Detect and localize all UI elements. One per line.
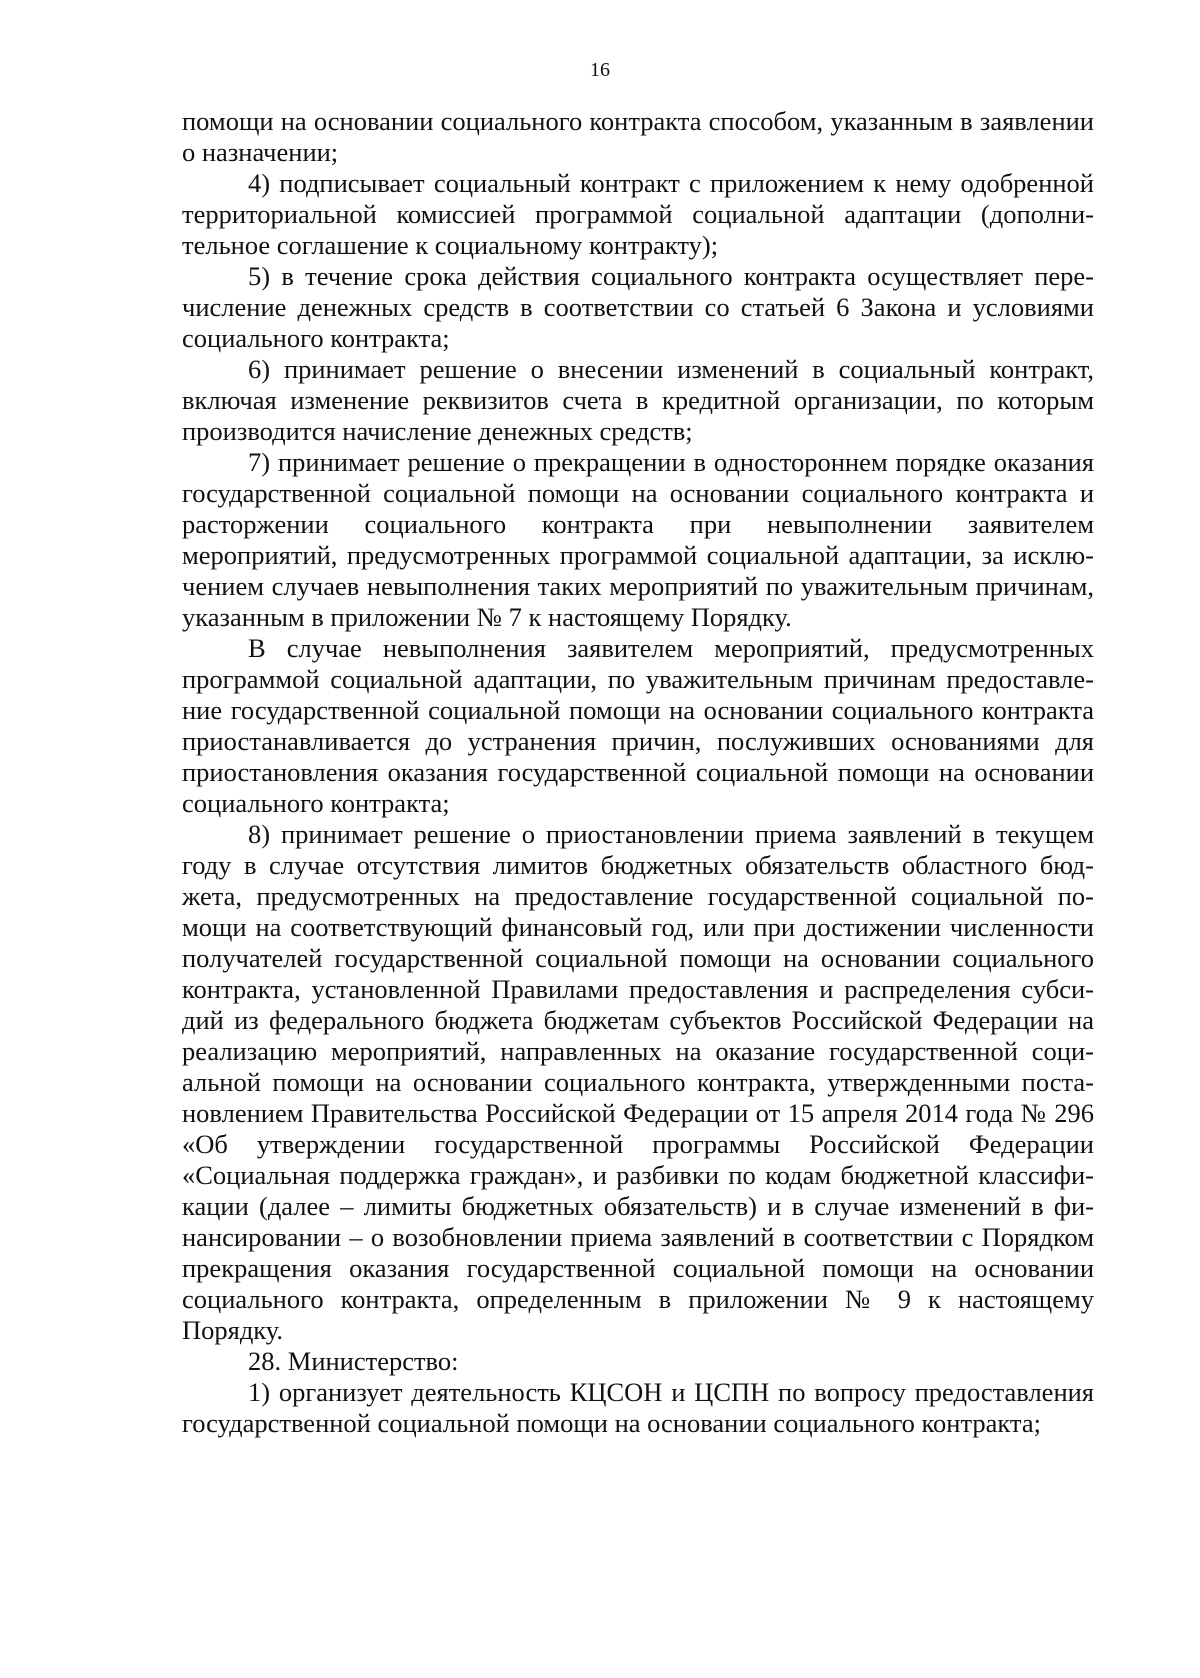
paragraph-valid-reasons: В случае невыполнения заявителем мероприятий, предусмотренных программой социальной адаптации, по уважительным причинам предоставление государственной социальной помощи на основании социального контракта приостанавливается до устранения причин, послуживших основаниями для приостановления оказания государственной социальной помощи на основании социального контракта;: [182, 633, 1094, 818]
paragraph-section-28-item-1: 1) организует деятельность КЦСОН и ЦСПН по вопросу предоставления государственной социальной помощи на основании социального контракта;: [182, 1377, 1094, 1438]
document-body: [182, 106, 1094, 1439]
paragraph-section-28: 28. Министерство:: [248, 1346, 459, 1376]
paragraph-item-7: 7) принимает решение о прекращении в одностороннем порядке оказания государственной социальной помощи на основании социального контракта и расторжении социального контракта при невыполнении заявителем мероприятий, предусмотренных программой социальной адаптации, за исключением случаев невыполнения таких мероприятий по уважительным причинам, указанным в приложении № 7 к настоящему Порядку.: [182, 447, 1094, 632]
paragraph-item-4: 4) подписывает социальный контракт с приложением к нему одобренной территориальной комиссией программой социальной адаптации (дополнительное соглашение к социальному контракту);: [182, 168, 1094, 260]
paragraph-item-8: 8) принимает решение о приостановлении приема заявлений в текущем году в случае отсутствия лимитов бюджетных обязательств областного бюджета, предусмотренных на предоставление государственной социальной помощи на соответствующий финансовый год, или при достижении численности получателей государственной социальной помощи на основании социального контракта, установленной Правилами предоставления и распределения субсидий из федерального бюджета бюджетам субъектов Российской Федерации на реализацию мероприятий, направленных на оказание государственной социальной помощи на основании социального контракта, утвержденными постановлением Правительства Российской Федерации от 15 апреля 2014 года № 296 «Об утверждении государственной программы Российской Федерации «Социальная поддержка граждан», и разбивки по кодам бюджетной классификации (далее – лимиты бюджетных обязательств) и в случае изменений в финансировании – о возобновлении приема заявлений в соответствии с Порядком прекращения оказания государственной социальной помощи на основании социального контракта, определенным в приложении № 9 к настоящему Порядку.: [182, 819, 1094, 1345]
page-number: 16: [590, 59, 610, 81]
paragraph-item-5: 5) в течение срока действия социального контракта осуществляет перечисление денежных средств в соответствии со статьей 6 Закона и условиями социального контракта;: [182, 261, 1094, 353]
paragraph-item-6: 6) принимает решение о внесении изменений в социальный контракт, включая изменение реквизитов счета в кредитной организации, по которым производится начисление денежных средств;: [182, 354, 1094, 446]
paragraph-continuation: помощи на основании социального контракта способом, указанным в заявлении о назначении;: [182, 106, 1094, 167]
